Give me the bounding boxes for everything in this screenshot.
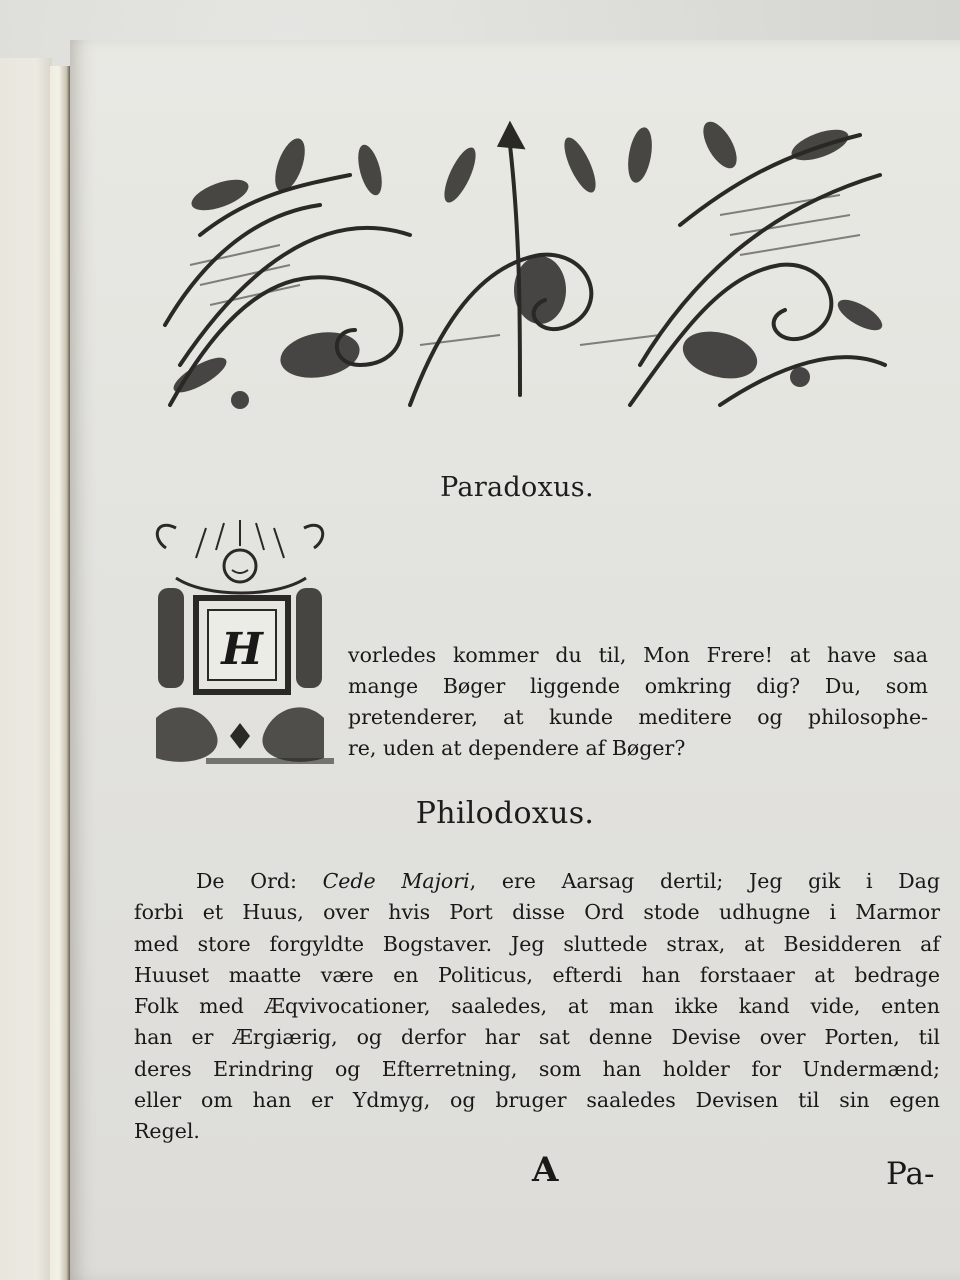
philodoxus-speech <box>134 866 940 1148</box>
signature-mark: A <box>532 1150 559 1190</box>
text-line <box>134 866 940 897</box>
floral-headpiece-ornament <box>160 115 890 415</box>
decorated-initial-h <box>146 518 334 772</box>
svg-text:H: H <box>221 624 263 675</box>
text-line: vorledes kommer du til, Mon Frere! at have saa <box>348 643 928 667</box>
text-line: med store forgyldte Bogstaver. Jeg sluttede strax, at Besidderen af <box>134 931 940 956</box>
text-line: deres Erindring og Efterretning, som han holder for Undermænd; <box>134 1056 940 1081</box>
book-gutter <box>50 66 72 1280</box>
paradoxus-speech <box>348 640 928 764</box>
latin-motto: Cede Majori <box>322 869 470 893</box>
text-run: , ere Aarsag dertil; Jeg gik i Dag <box>469 869 940 893</box>
text-line: Regel. <box>134 1119 200 1144</box>
text-line: han er Ærgiærig, og derfor har sat denne Devise over Porten, til <box>134 1025 940 1050</box>
catchword: Pa- <box>886 1156 935 1192</box>
text-line: re, uden at dependere af Bøger? <box>348 736 686 760</box>
text-line: forbi et Huus, over hvis Port disse Ord stode udhugne i Marmor <box>134 900 940 925</box>
speaker-heading-paradoxus: Paradoxus. <box>440 472 594 503</box>
text-line: mange Bøger liggende omkring dig? Du, som <box>348 674 928 698</box>
text-line: pretenderer, at kunde meditere og philosophe- <box>348 705 928 729</box>
facing-page-edge <box>0 58 52 1280</box>
text-line: eller om han er Ydmyg, og bruger saaledes Devisen til sin egen <box>134 1088 940 1113</box>
text-line: Huuset maatte være en Politicus, efterdi han forstaaer at bedrage <box>134 962 940 987</box>
text-line: Folk med Æqvivocationer, saaledes, at man ikke kand vide, enten <box>134 994 940 1019</box>
text-run: De Ord: <box>196 869 323 893</box>
speaker-heading-philodoxus: Philodoxus. <box>415 796 595 831</box>
